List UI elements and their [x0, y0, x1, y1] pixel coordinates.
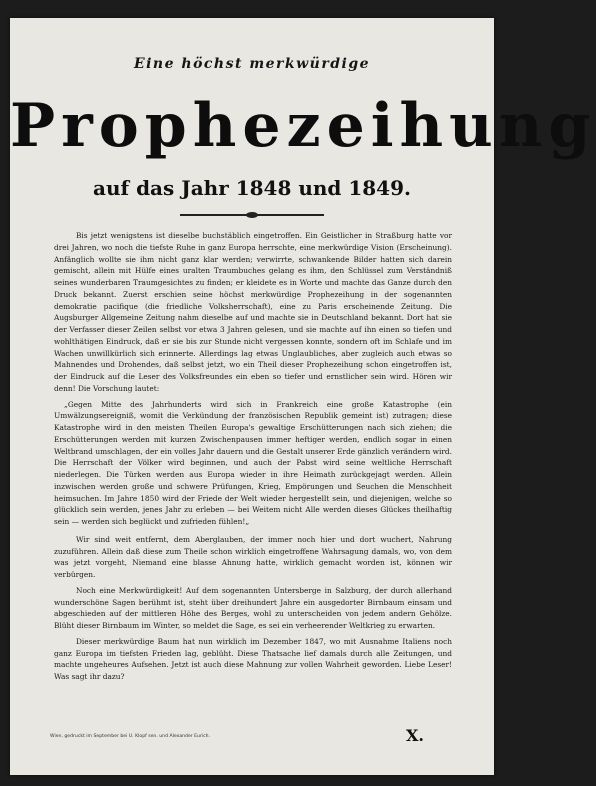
- kicker-heading: Eine höchst merkwürdige: [133, 56, 371, 72]
- paragraph-intro: Bis jetzt wenigstens ist dieselbe buchstäblich eingetroffen. Ein Geistlicher in Straßburg hatte vor drei Jahren, wo noch die tiefste Ruhe in ganz Europa herrschte, eine merkwürdige Vision (Erscheinung). Anfänglich wollte sie ihm nicht ganz klar werden; verwirrte, schwankende Bilder hatten sich darein gemischt, allein mit Hülfe eines uralten Traumbuches gelang es ihm, den Schlüssel zum Verständniß seines wunderbaren Traumgesichtes zu finden; er kleidete es in Worte und machte das Ganze durch den Druck bekannt. Zuerst erschien seine höchst merkwürdige Prophezeihung in der sogenannten demokratie pacifique (die friedliche Volksherrschaft), eine zu Paris erscheinende Zeitung. Die Augsburger Allgemeine Zeitung nahm dieselbe auf und machte sie in Deutschland bekannt. Dort hat sie der Verfasser dieser Zeilen selbst vor etwa 3 Jahren gelesen, und sie machte auf ihn einen so tiefen und wohlthätigen Eindruck, daß er sie bis zur Stunde nicht vergessen konnte, sondern oft im Schlafe und im Wachen unwillkürlich sich erinnerte. Allerdings lag etwas Unglaubliches, aber zugleich auch etwas so Mahnendes und Drohendes, daß selbst jetzt, wo ein Theil dieser Prophezeihung schon eingetroffen ist, der Eindruck auf die Leser des Volksfreundes ein eben so tiefer und ernstlicher sein wird. Hören wir denn! Die Vorschung lautet:: [54, 231, 452, 393]
- article-body: [54, 230, 452, 687]
- author-signature: X.: [406, 726, 424, 745]
- ornamental-divider: [180, 212, 324, 218]
- page-title: Prophezeihung: [10, 91, 596, 161]
- printer-imprint: Wien, gedruckt im September bei U. Klopf sen. und Alexander Eurich.: [50, 734, 211, 739]
- broadsheet: [10, 18, 596, 775]
- paragraph-prophecy-quote: „Gegen Mitte des Jahrhunderts wird sich in Frankreich eine große Katastrophe (ein Umwälzungsereigniß, womit die Verkündung der französischen Republik gemeint ist) zutragen; diese Katastrophe wird in den meisten Theilen Europa's gewaltige Erschütterungen nach sich ziehen; die Erschütterungen werden mit kurzen Zwischenpausen immer heftiger werden, endlich sogar in einen Weltbrand umschlagen, der ein volles Jahr dauern und die Gestalt unserer Erde gänzlich verändern wird. Die Herrschaft der Völker wird beginnen, und auch der Pabst wird seine weltliche Herrschaft niederlegen. Die Türken werden aus Europa wieder in ihre Heimath zurückgejagt werden. Allein inzwischen werden große und schwere Prüfungen, Krieg, Empörungen und Seuchen die Menschheit heimsuchen. Im Jahre 1850 wird der Friede der Welt wieder hergestellt sein, und diejenigen, welche so glücklich sein werden, jenes Jahr zu erleben — bei Weitem nicht Alle werden dieses Glückes theilhaftig sein — werden sich beglückt und zufrieden fühlen!„: [54, 399, 452, 526]
- paragraph-pear-tree: Noch eine Merkwürdigkeit! Auf dem sogenannten Untersberge in Salzburg, der durch allerhand wunderschöne Sagen berühmt ist, steht über dreihundert Jahre ein ausgedorter Birnbaum einsam und abgeschieden auf der mittleren Höhe des Berges, wohl zu unterscheiden von jedem andern Gehölze. Blüht dieser Birnbaum im Winter, so meldet die Sage, es sei ein verheerender Weltkrieg zu erwarten.: [54, 585, 452, 630]
- paragraph-conclusion: Dieser merkwürdige Baum hat nun wirklich im Dezember 1847, wo mit Ausnahme Italiens noch ganz Europa im tiefsten Frieden lag, geblüht. Diese Thatsache lief damals durch alle Zeitungen, und machte ungeheures Aufsehen. Jetzt ist auch diese Mahnung zur vollen Wahrheit geworden. Liebe Leser! Was sagt ihr dazu?: [54, 636, 452, 681]
- divider-ornament: [246, 212, 258, 218]
- paragraph-disclaimer: Wir sind weit entfernt, dem Aberglauben, der immer noch hier und dort wuchert, Nahrung zuzuführen. Allein daß diese zum Theile schon wirklich eingetroffene Wahrsagung damals, wo, von dem was jetzt vorgeht, Niemand eine blasse Ahnung hatte, wirklich gemacht worden ist, können wir verbürgen.: [54, 534, 452, 579]
- subtitle: auf das Jahr 1848 und 1849.: [93, 176, 411, 200]
